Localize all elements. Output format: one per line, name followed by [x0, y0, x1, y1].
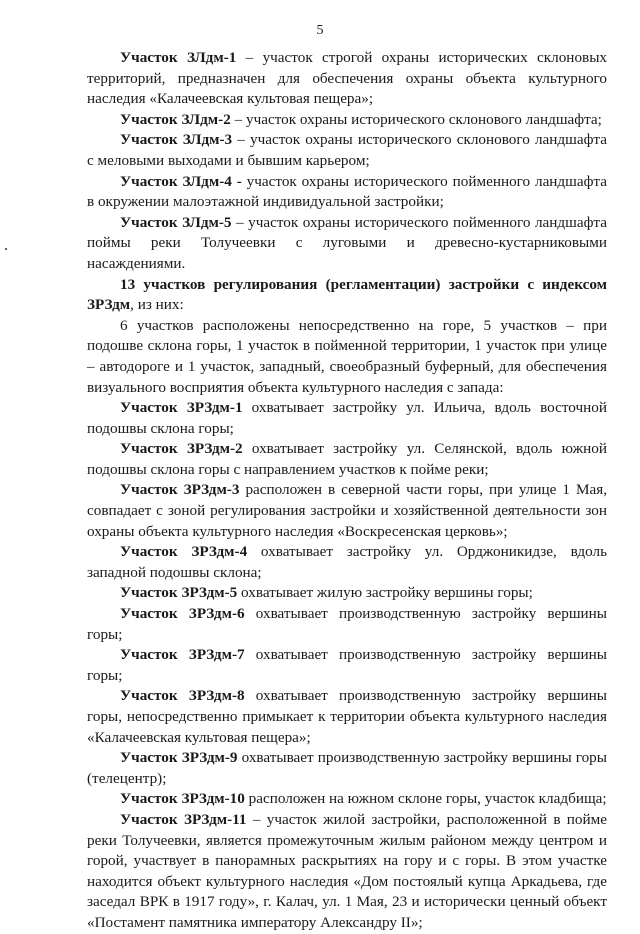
paragraph-text: охватывает производственную застройку вершины горы (телецентр); — [87, 749, 607, 787]
section-label: Участок ЗРЗдм-2 — [120, 440, 243, 458]
paragraph — [87, 789, 607, 810]
paragraph-text: – участок охраны исторического пойменного ландшафта поймы реки Толучеевки с луговыми и древесно-кустарниковыми насаждениями. — [87, 213, 607, 272]
section-label: Участок ЗРЗдм-10 — [120, 790, 245, 808]
paragraph — [87, 542, 607, 583]
page-number: 5 — [316, 23, 324, 38]
paragraph-text: охватывает застройку ул. Орджоникидзе, вдоль западной подошвы склона; — [87, 543, 607, 581]
document-body — [87, 48, 607, 934]
paragraph — [87, 275, 607, 316]
paragraph — [87, 398, 607, 439]
paragraph-text: 6 участков расположены непосредственно на горе, 5 участков – при подошве склона горы, 1 участок в пойменной территории, 1 участок при улице – автодороге и 1 участок, западный, своеобразный буферный, для обеспечения визуального восприятия объекта культурного наследия с запада: — [87, 316, 607, 396]
paragraph-text: охватывает производственную застройку вершины горы, непосредственно примыкает к территории объекта культурного наследия «Калачеевская культовая пещера»; — [87, 687, 608, 746]
section-label: 13 участков регулирования (регламентации) застройки с индексом ЗРЗдм — [87, 275, 607, 314]
section-label: Участок ЗРЗдм-6 — [120, 605, 245, 623]
paragraph — [87, 110, 607, 131]
paragraph — [87, 748, 607, 789]
section-label: Участок ЗРЗдм-8 — [120, 687, 245, 705]
section-label: Участок ЗРЗдм-9 — [120, 749, 238, 767]
section-label: Участок ЗЛдм-3 — [120, 131, 233, 149]
paragraph-text: участок охраны исторического пойменного ландшафта в окружении малоэтажной индивидуальной застройки; — [87, 172, 607, 211]
paragraph — [87, 48, 607, 110]
section-label: Участок ЗРЗдм-4 — [120, 543, 248, 561]
section-label: Участок ЗРЗдм-11 — [120, 810, 247, 828]
margin-mark — [5, 248, 7, 250]
section-label: Участок ЗРЗдм-3 — [120, 481, 240, 499]
paragraph-text: – участок строгой охраны исторических склоновых территорий, предназначен для обеспечения охраны объекта культурного наследия «Калачеевская культовая пещера»; — [87, 49, 608, 108]
section-label: Участок ЗЛдм-2 — [120, 110, 231, 128]
section-label: Участок ЗЛдм-4 - — [120, 172, 242, 190]
paragraph — [87, 686, 607, 748]
paragraph-text: охватывает производственную застройку вершины горы; — [87, 605, 608, 643]
paragraph-text: расположен в северной части горы, при улице 1 Мая, совпадает с зоной регулирования застройки и хозяйственной деятельности зон охраны объекта культурного наследия «Воскресенская церковь»; — [87, 481, 607, 540]
paragraph-text: – участок жилой застройки, расположенной в пойме реки Толучеевки, является промежуточным жилым районом между центром и горой, участвует в панорамных раскрытиях на гору и с горы. В этом участке находится объект культурного наследия «Дом постоялый купца Аркадьева, где заседал ВРК в 1917 году», г. Калач, ул. 1 Мая, 23 и исторически ценный объект «Постамент памятника императору Александру II»; — [87, 810, 607, 931]
section-label: Участок ЗЛдм-1 — [120, 49, 237, 66]
paragraph — [87, 810, 607, 934]
paragraph-text: , из них: — [130, 296, 184, 314]
paragraph-text: – участок охраны исторического склонового ландшафта; — [230, 110, 602, 128]
paragraph — [87, 172, 607, 213]
paragraph — [87, 480, 607, 542]
section-label: Участок ЗЛдм-5 — [120, 213, 232, 231]
paragraph — [87, 213, 607, 275]
paragraph-text: охватывает застройку ул. Ильича, вдоль восточной подошвы склона горы; — [87, 399, 607, 437]
paragraph — [87, 645, 607, 686]
paragraph-text: – участок охраны исторического склонового ландшафта с меловыми выходами и бывшим карьером; — [87, 131, 607, 169]
paragraph — [87, 583, 607, 604]
paragraph — [87, 316, 607, 398]
paragraph — [87, 439, 607, 480]
paragraph — [87, 604, 607, 645]
paragraph-text: охватывает жилую застройку вершины горы; — [237, 584, 533, 602]
section-label: Участок ЗРЗдм-7 — [120, 646, 245, 664]
section-label: Участок ЗРЗдм-5 — [120, 584, 238, 602]
paragraph-text: охватывает производственную застройку вершины горы; — [87, 646, 608, 684]
paragraph — [87, 130, 607, 171]
section-label: Участок ЗРЗдм-1 — [120, 399, 243, 417]
paragraph-text: расположен на южном склоне горы, участок кладбища; — [244, 790, 607, 808]
paragraph-text: охватывает застройку ул. Селянской, вдоль южной подошвы склона горы с направлением участков к пойме реки; — [87, 440, 607, 478]
